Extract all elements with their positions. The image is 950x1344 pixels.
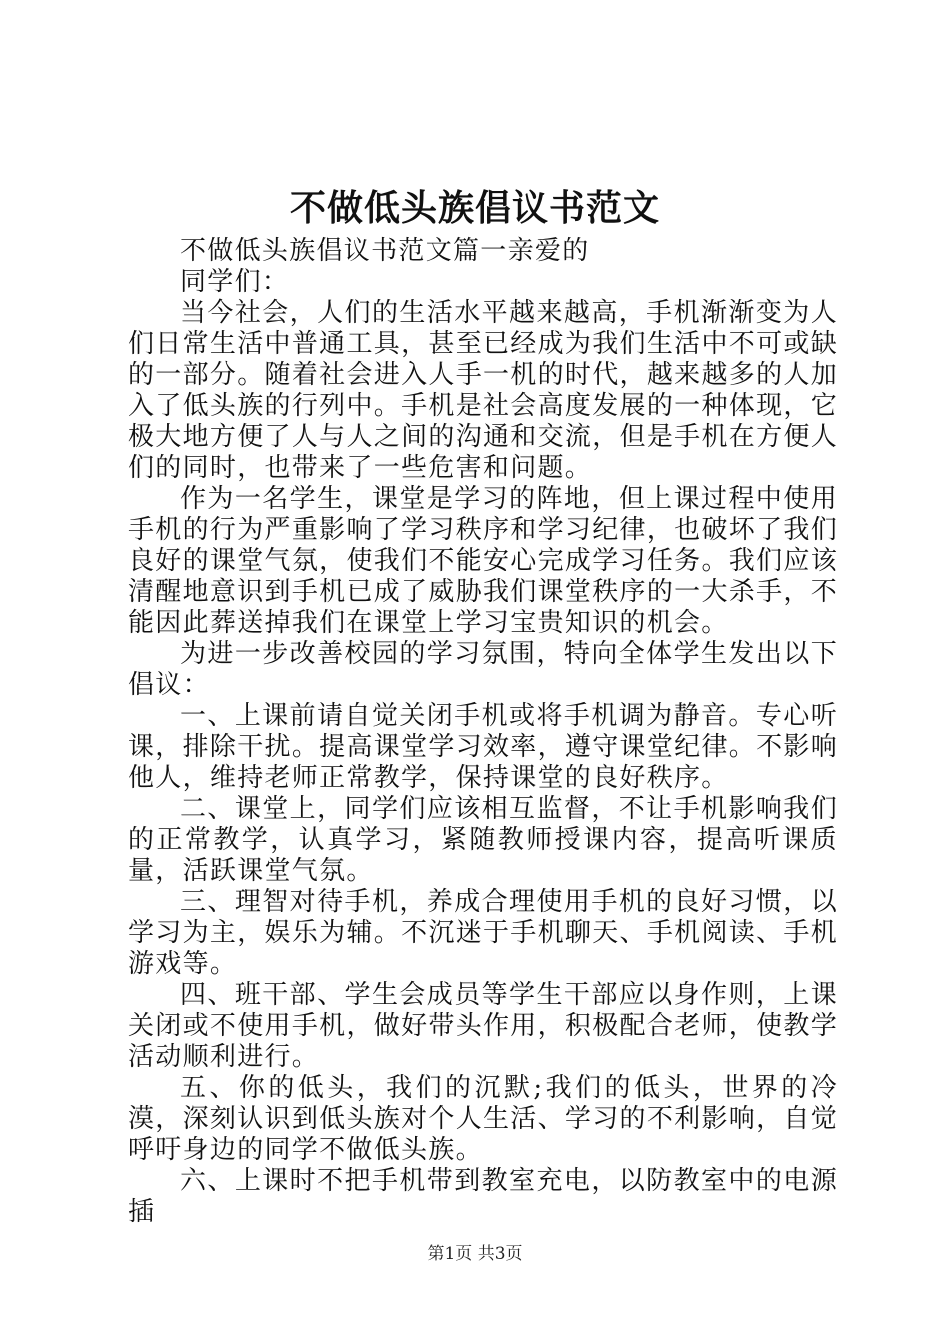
paragraph-society: 当今社会，人们的生活水平越来越高，手机渐渐变为人们日常生活中普通工具，甚至已经成为我们生活中不可或缺的一部分。随着社会进入人手一机的时代，越来越多的人加入了低头族的行列中。手机是社会高度发展的一种体现，它极大地方便了人与人之间的沟通和交流，但是手机在方便人们的同时，也带来了一些危害和问题。 [128, 298, 838, 483]
intro-line: 不做低头族倡议书范文篇一亲爱的 [180, 236, 590, 266]
document-body [128, 236, 838, 1228]
proposal-item-2: 二、课堂上，同学们应该相互监督，不让手机影响我们的正常教学，认真学习，紧随教师授课内容，提高听课质量，活跃课堂气氛。 [128, 794, 838, 886]
page-footer: 第1页 共3页 [427, 1244, 523, 1264]
proposal-item-4: 四、班干部、学生会成员等学生干部应以身作则，上课关闭或不使用手机，做好带头作用，积极配合老师，使教学活动顺利进行。 [128, 980, 838, 1072]
proposal-item-5: 五、你的低头，我们的沉默;我们的低头，世界的冷漠，深刻认识到低头族对个人生活、学习的不利影响，自觉呼吁身边的同学不做低头族。 [128, 1073, 838, 1165]
proposal-item-3: 三、理智对待手机，养成合理使用手机的良好习惯，以学习为主，娱乐为辅。不沉迷于手机聊天、手机阅读、手机游戏等。 [128, 887, 838, 979]
document-title: 不做低头族倡议书范文 [289, 187, 660, 229]
proposal-item-1: 一、上课前请自觉关闭手机或将手机调为静音。专心听课，排除干扰。提高课堂学习效率，遵守课堂纪律。不影响他人，维持老师正常教学，保持课堂的良好秩序。 [128, 701, 838, 793]
salutation-line: 同学们： [180, 267, 290, 297]
proposal-item-6: 六、上课时不把手机带到教室充电，以防教室中的电源插 [128, 1166, 838, 1227]
paragraph-student: 作为一名学生，课堂是学习的阵地，但上课过程中使用手机的行为严重影响了学习秩序和学习纪律，也破坏了我们良好的课堂气氛，使我们不能安心完成学习任务。我们应该清醒地意识到手机已成了威胁我们课堂秩序的一大杀手，不能因此葬送掉我们在课堂上学习宝贵知识的机会。 [128, 484, 838, 638]
paragraph-proposal-lead: 为进一步改善校园的学习氛围，特向全体学生发出以下倡议： [128, 639, 838, 700]
